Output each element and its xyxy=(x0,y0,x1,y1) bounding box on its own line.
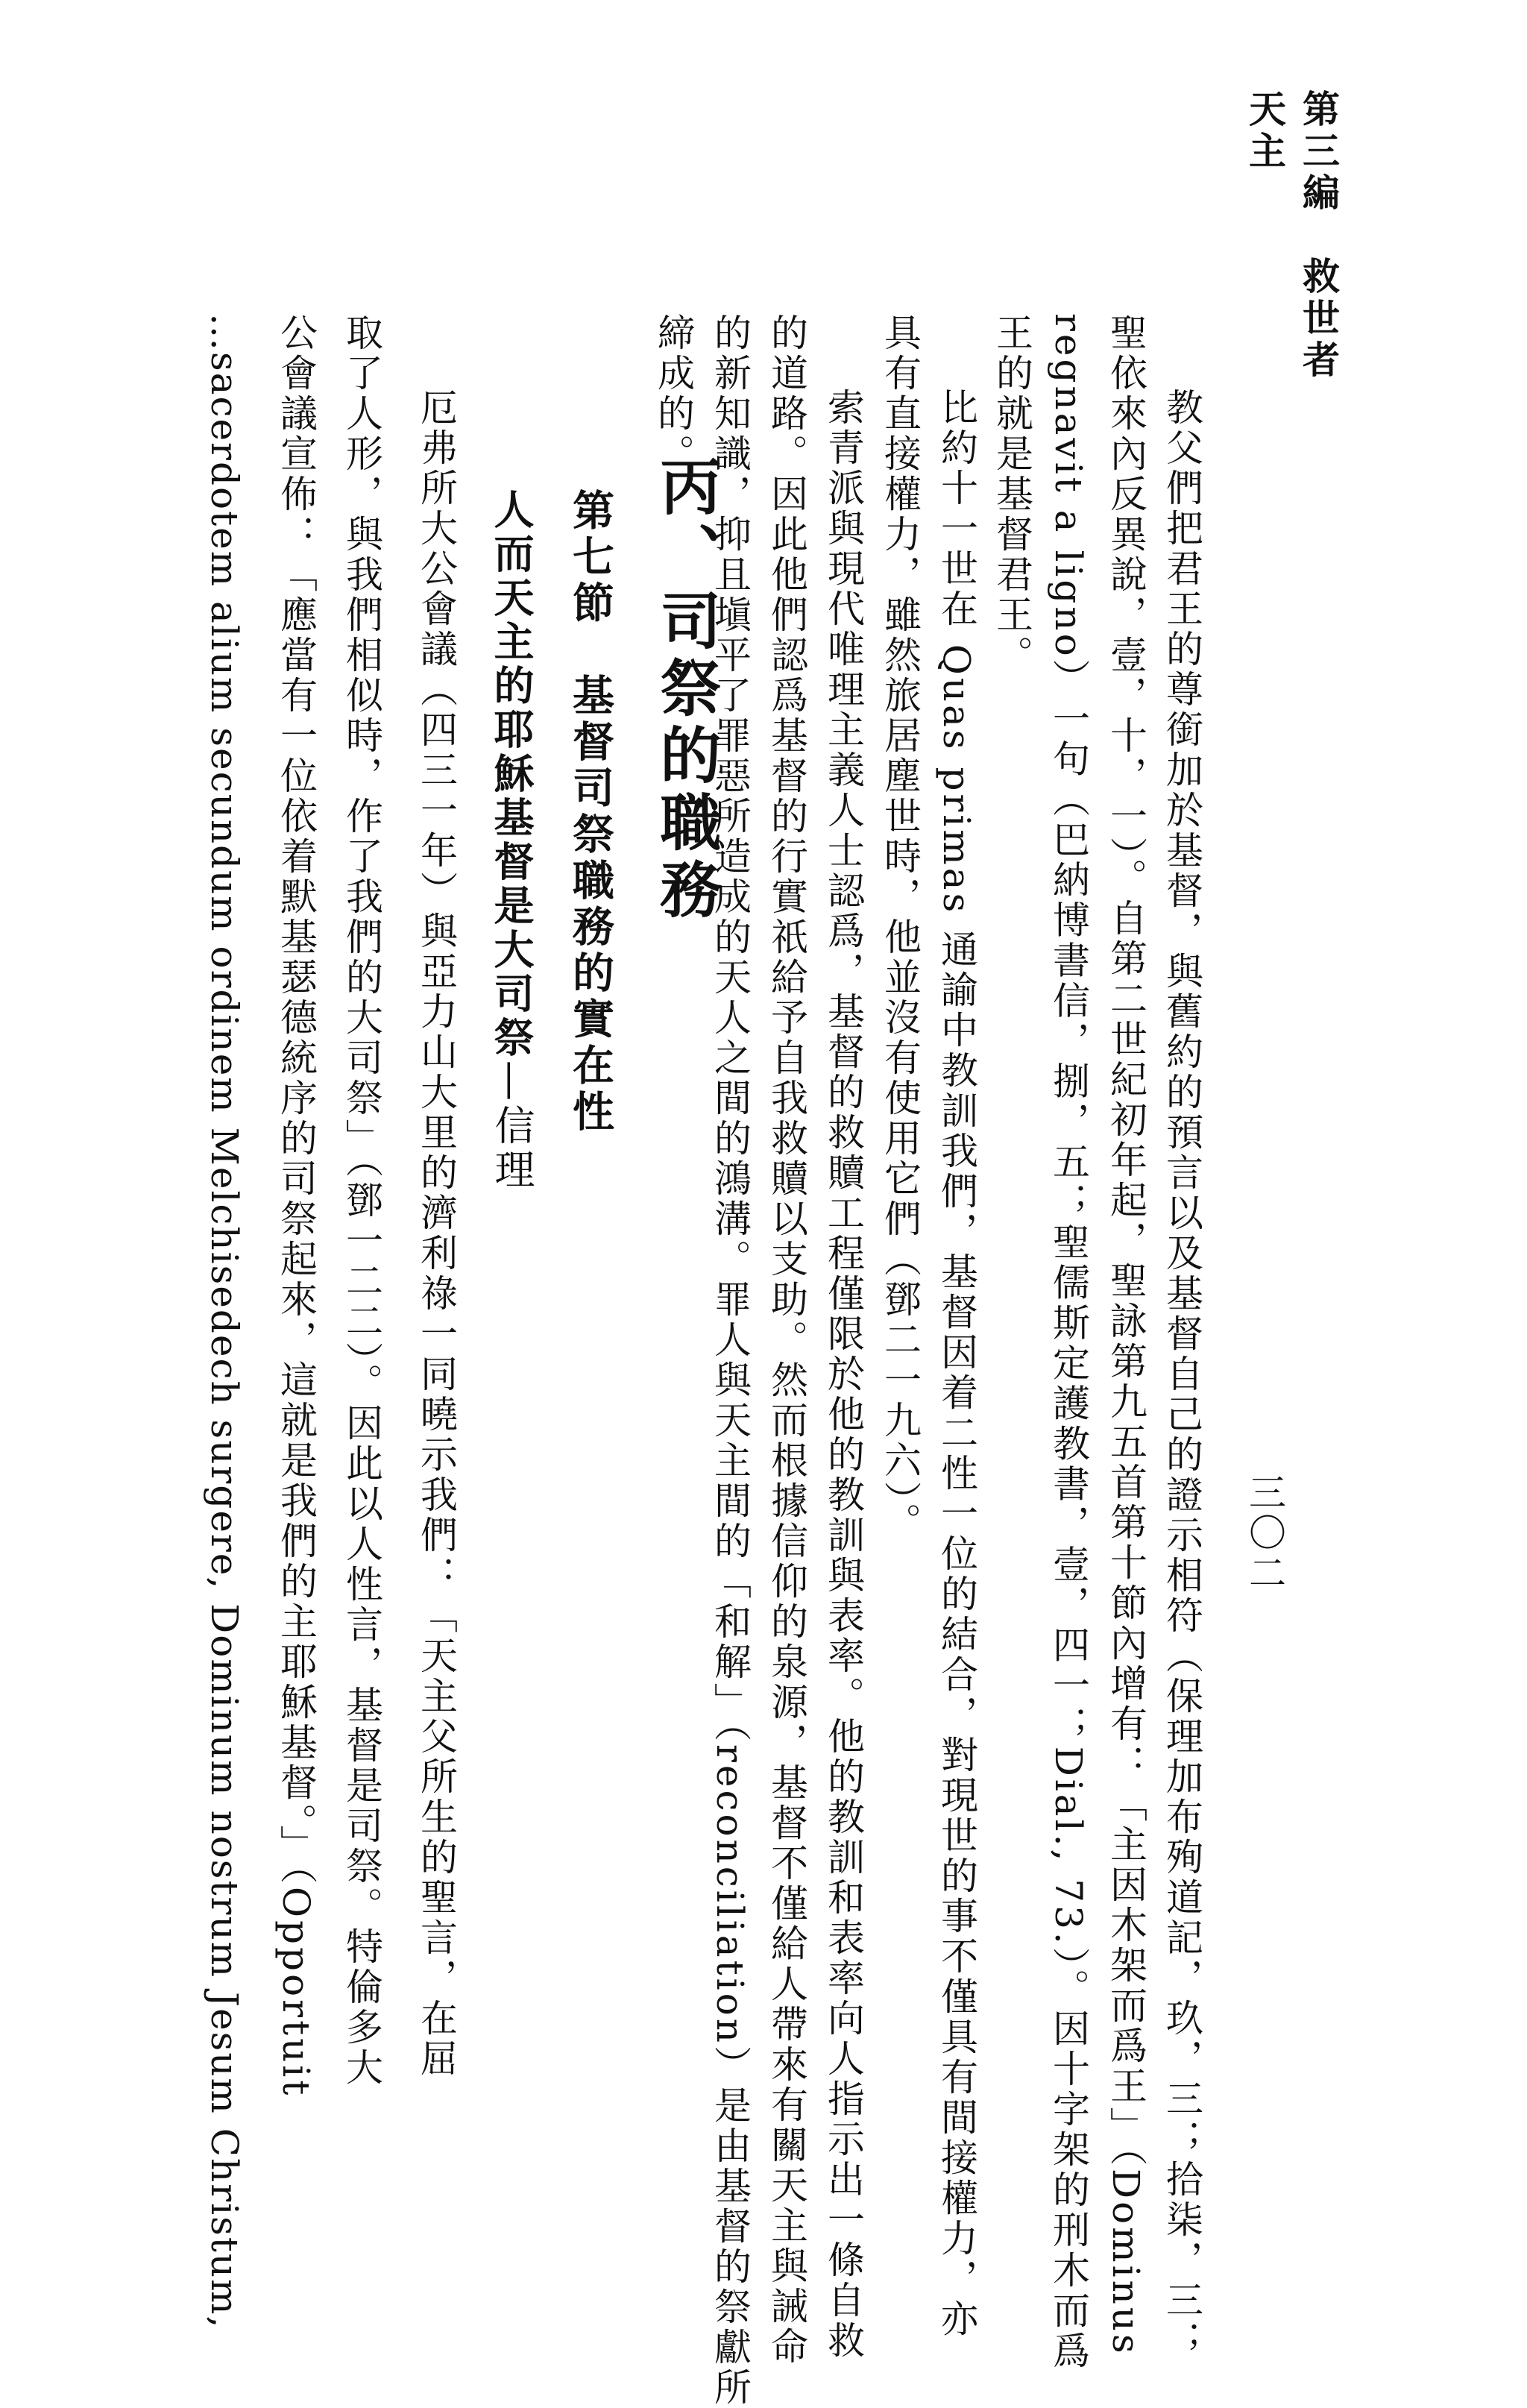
chapter-heading: 第七節 基督司祭職務的實在性 xyxy=(566,488,615,1136)
text-column: 的新知識，抑且塡平了罪惡所造成的天人之間的鴻溝。罪人與天主間的「和解」（reconciliation）是由基督的祭獻所 xyxy=(708,313,752,2408)
text-column: 締成的。 xyxy=(652,313,695,474)
thesis-heading xyxy=(483,488,541,1192)
section-heading: 丙、司祭的職務 xyxy=(650,455,722,925)
text-column: 比約十一世在 Quas primas 通諭中教訓我們，基督因着二性一位的結合，對現世的事不僅具有間接權力，亦 xyxy=(935,388,978,2340)
latin-quote-column: …sacerdotem alium secundum ordinem Melchisedech surgere, Dominum nostrum Jesum Christum, xyxy=(203,313,246,2330)
text-column: 取了人形，與我們相似時，作了我們的大司祭」（鄧一二二）。因此以人性言，基督是司祭。特倫多大 xyxy=(340,313,383,2088)
text-column: 具有直接權力，雖然旅居塵世時，他並沒有使用它們（鄧二一九六）。 xyxy=(878,313,922,1543)
thesis-qualifier: —信理 xyxy=(488,1060,535,1192)
text-column: 公會議宣佈：「應當有一位依着默基瑟德統序的司祭起來，這就是我們的主耶穌基督。」（Opportuit xyxy=(274,313,318,2099)
running-header-chapter: 第三編 救世者天主 xyxy=(1243,89,1341,382)
text-column: 的道路。因此他們認爲基督的行實祇給予自我救贖以支助。然而根據信仰的泉源，基督不僅給人帶來有關天主與誡命 xyxy=(765,313,808,2367)
page-number: 三〇二 xyxy=(1243,1473,1286,1594)
text-column: 聖依來內反異說，壹，十，一）。自第二世紀初年起，聖詠第九五首第十節內增有：「主因木架而爲王」（Dominus xyxy=(1104,313,1147,2357)
text-column: 王的就是基督君王。 xyxy=(990,313,1033,676)
text-column: 教父們把君王的尊銜加於基督，與舊約的預言以及基督自己的證示相符（保理加布殉道記，玖，三；拾柒，三； xyxy=(1160,388,1203,2361)
text-column: regnavit a ligno）一句（巴納博書信，捌，五；聖儒斯定護教書，壹，四一；Dial., 73.）。因十字架的刑木而爲 xyxy=(1047,313,1090,2371)
text-column: 索青派與現代唯理主義人士認爲，基督的救贖工程僅限於他的教訓與表率。他的教訓和表率向人指示出一條自救 xyxy=(822,388,865,2361)
text-column: 厄弗所大公會議（四三一年）與亞力山大里的濟利祿一同曉示我們：「天主父所生的聖言，在屈 xyxy=(415,388,458,2079)
thesis-title: 人而天主的耶穌基督是大司祭 xyxy=(488,488,535,1060)
